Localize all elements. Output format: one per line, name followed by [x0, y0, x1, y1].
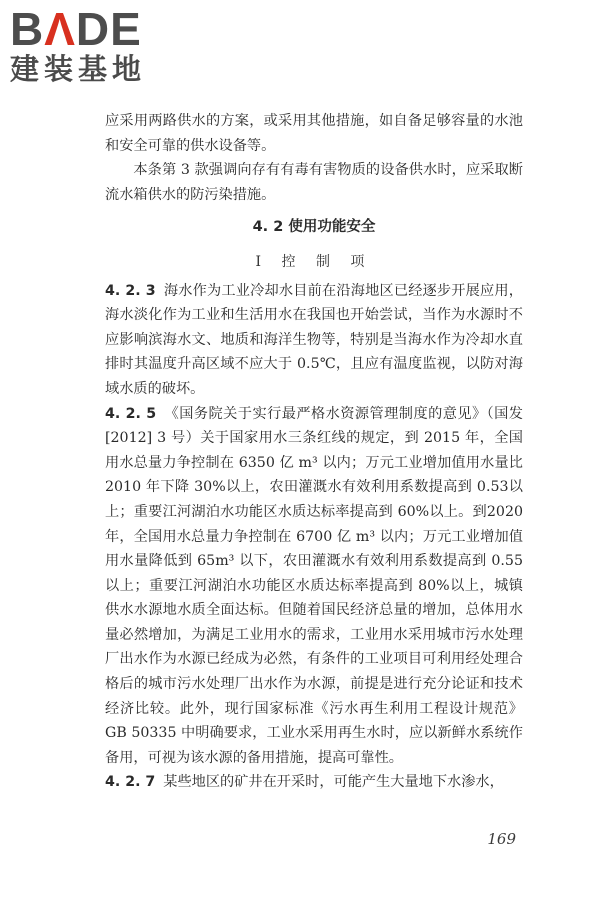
clause-4-2-5 [105, 402, 523, 771]
subsection-heading: Ⅰ 控 制 项 [255, 253, 373, 270]
paragraph-continued: 应采用两路供水的方案，或采用其他措施，如自备足够容量的水池和安全可靠的供水设备等。 [105, 113, 523, 154]
clause-number: 4. 2. 5 [105, 405, 157, 422]
clause-number: 4. 2. 3 [105, 282, 156, 299]
page-body [105, 109, 523, 795]
logo-subtitle: 建装基地 [10, 52, 147, 86]
clause-number: 4. 2. 7 [105, 774, 156, 791]
clause-4-2-3 [105, 279, 523, 402]
logo-mark: BΛDE [10, 3, 142, 55]
clause-text: 《国务院关于实行最严格水资源管理制度的意见》（国发[2012] 3 号）关于国家用水三条红线的规定，到 2015 年，全国用水总量力争控制在 6350 亿 m³ 以内；万元工业增加值用水量比 2010 年下降 30%以上，农田灌溉水有效利用系数提高到 0.53以上；重要江河湖泊水功能区水质达标率提高到 60%以上。到2020 年，全国用水总量力争控制在 6700 亿 m³ 以内；万元工业增加值用水量降低到 65m³ 以下，农田灌溉水有效利用系数提高到 0.55 以上；重要江河湖泊水功能区水质达标率提高到 80%以上，城镇供水水源地水质全面达标。但随着国民经济总量的增加，总体用水量必然增加，为满足工业用水的需求，工业用水采用城市污水处理厂出水作为水源已经成为必然，有条件的工业项目可利用经处理合格后的城市污水处理厂出水作为水源，前提是进行充分论证和技术经济比较。此外，现行国家标准《污水再生利用工程设计规范》GB 50335 中明确要求，工业水采用再生水时，应以新鲜水系统作备用，可视为该水源的备用措施，提高可靠性。 [105, 405, 523, 766]
clause-text: 某些地区的矿井在开采时，可能产生大量地下水渗水， [163, 774, 504, 791]
page-number: 169 [487, 830, 516, 848]
brand-logo [10, 4, 180, 86]
clause-text: 海水作为工业冷却水目前在沿海地区已经逐步开展应用，海水淡化作为工业和生活用水在我国也开始尝试，当作为水源时不应影响滨海水文、地质和海洋生物等，特别是当海水作为冷却水直排时其温度升高区域不应大于 0.5℃，且应有温度监视，以防对海域水质的破坏。 [105, 282, 523, 397]
clause-4-2-7 [105, 770, 523, 795]
paragraph-note: 本条第 3 款强调向存有有毒有害物质的设备供水时，应采取断流水箱供水的防污染措施。 [105, 162, 523, 203]
section-heading: 4. 2 使用功能安全 [252, 219, 376, 236]
